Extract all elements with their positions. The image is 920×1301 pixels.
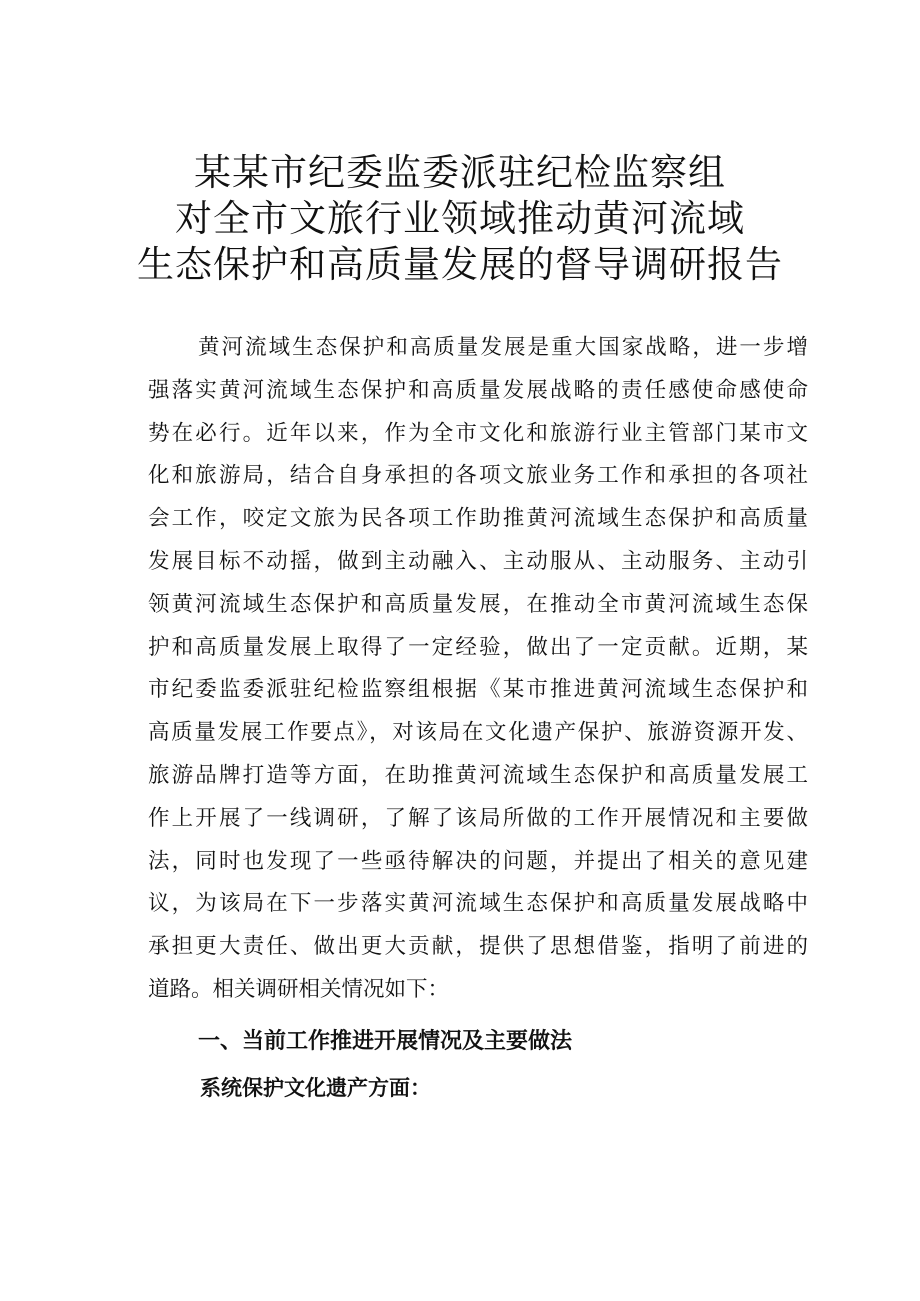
paragraph-line: 势在必行。近年以来，作为全市文化和旅游行业主管部门某市文: [148, 420, 808, 446]
paragraph-line: 道路。相关调研相关情况如下：: [148, 976, 450, 1002]
paragraph-line: 承担更大责任、做出更大贡献，提供了思想借鉴，指明了前进的: [148, 934, 808, 960]
paragraph-line: 作上开展了一线调研，了解了该局所做的工作开展情况和主要做: [148, 805, 808, 831]
document-title: [0, 150, 920, 288]
section-heading: 一、当前工作推进开展情况及主要做法: [198, 1029, 573, 1054]
paragraph-line: 市纪委监委派驻纪检监察组根据《某市推进黄河流域生态保护和: [148, 677, 808, 703]
title-line: 生态保护和高质量发展的督导调研报告: [137, 243, 783, 286]
paragraph-line: 会工作，咬定文旅为民各项工作助推黄河流域生态保护和高质量: [148, 506, 808, 532]
paragraph-line: 议，为该局在下一步落实黄河流域生态保护和高质量发展战略中: [148, 891, 808, 917]
title-line: 对全市文旅行业领域推动黄河流域: [175, 197, 745, 240]
paragraph-line: 旅游品牌打造等方面，在助推黄河流域生态保护和高质量发展工: [148, 762, 808, 788]
title-line: 某某市纪委监委派驻纪检监察组: [194, 151, 726, 194]
paragraph-line: 法，同时也发现了一些亟待解决的问题，并提出了相关的意见建: [148, 848, 808, 874]
paragraph-line: 黄河流域生态保护和高质量发展是重大国家战略，进一步增: [198, 335, 808, 360]
paragraph-line: 强落实黄河流域生态保护和高质量发展战略的责任感使命感使命: [148, 377, 808, 403]
paragraph-line: 护和高质量发展上取得了一定经验，做出了一定贡献。近期，某: [148, 634, 808, 660]
intro-paragraph: [148, 327, 808, 1012]
paragraph-line: 领黄河流域生态保护和高质量发展，在推动全市黄河流域生态保: [148, 591, 808, 617]
paragraph-line: 高质量发展工作要点》，对该局在文化遗产保护、旅游资源开发、: [148, 720, 808, 746]
subsection-heading: 系统保护文化遗产方面：: [200, 1076, 431, 1100]
paragraph-line: 化和旅游局，结合自身承担的各项文旅业务工作和承担的各项社: [148, 463, 808, 489]
paragraph-line: 发展目标不动摇，做到主动融入、主动服从、主动服务、主动引: [148, 548, 808, 574]
